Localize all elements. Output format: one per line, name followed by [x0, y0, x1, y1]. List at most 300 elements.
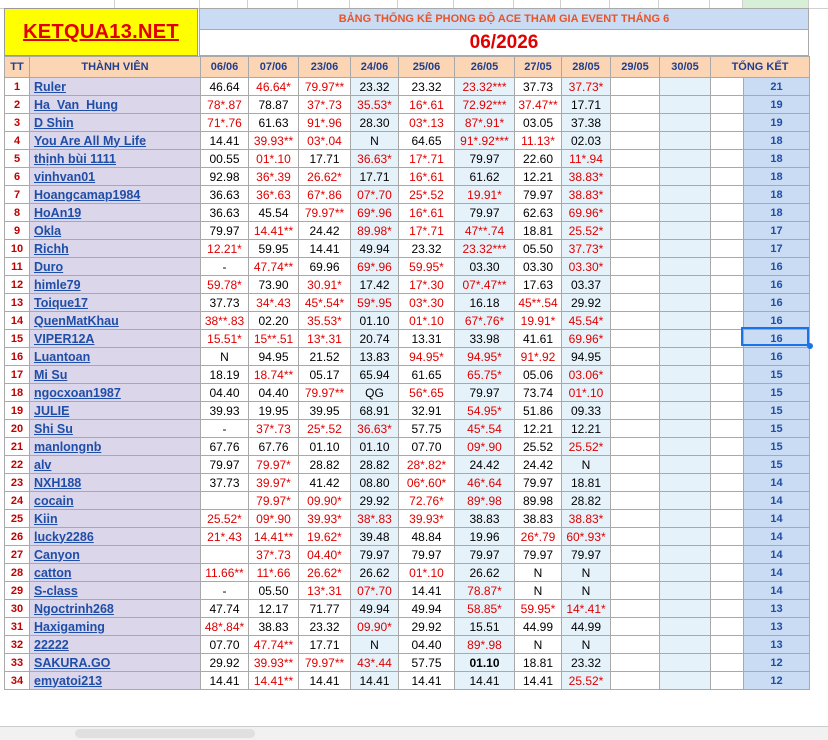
score-cell[interactable] — [611, 186, 660, 204]
row-number[interactable]: 14 — [5, 312, 30, 330]
score-cell[interactable]: 91*.96 — [299, 114, 351, 132]
score-cell[interactable]: 65.75* — [455, 366, 515, 384]
score-cell[interactable]: 45*.54* — [299, 294, 351, 312]
score-cell[interactable]: 25.52* — [562, 672, 611, 690]
member-link[interactable]: cocain — [34, 493, 74, 508]
member-link[interactable]: S-class — [34, 583, 78, 598]
score-cell[interactable]: 36*.63 — [249, 186, 299, 204]
score-cell[interactable]: 11.13* — [515, 132, 562, 150]
score-cell[interactable]: 38.83 — [455, 510, 515, 528]
score-cell[interactable]: 07*.70 — [351, 582, 399, 600]
member-cell[interactable] — [30, 294, 201, 312]
total-cell[interactable]: 15 — [744, 402, 810, 420]
score-cell[interactable]: 69.96* — [562, 204, 611, 222]
scrollbar-thumb[interactable] — [75, 729, 255, 738]
member-link[interactable]: QuenMatKhau — [34, 313, 119, 328]
score-cell[interactable]: 79.97 — [515, 546, 562, 564]
empty-cell[interactable] — [711, 204, 744, 222]
total-cell[interactable]: 18 — [744, 168, 810, 186]
score-cell[interactable]: 22.60 — [515, 150, 562, 168]
empty-cell[interactable] — [711, 258, 744, 276]
total-cell[interactable]: 16 — [744, 330, 810, 348]
score-cell[interactable]: 23.32*** — [455, 240, 515, 258]
score-cell[interactable]: 39.93** — [249, 132, 299, 150]
score-cell[interactable]: N — [351, 636, 399, 654]
score-cell[interactable]: 67*.86 — [299, 186, 351, 204]
total-cell[interactable]: 15 — [744, 456, 810, 474]
total-cell[interactable]: 12 — [744, 654, 810, 672]
member-link[interactable]: Toique17 — [34, 295, 88, 310]
score-cell[interactable] — [660, 528, 711, 546]
header-date[interactable]: 26/05 — [455, 57, 515, 78]
score-cell[interactable]: 79.97 — [455, 150, 515, 168]
total-cell[interactable]: 18 — [744, 132, 810, 150]
score-cell[interactable]: 72.76* — [399, 492, 455, 510]
score-cell[interactable]: 78*.87 — [201, 96, 249, 114]
member-cell[interactable] — [30, 618, 201, 636]
score-cell[interactable]: 51.86 — [515, 402, 562, 420]
score-cell[interactable]: 12.21* — [201, 240, 249, 258]
score-cell[interactable]: 05.06 — [515, 366, 562, 384]
row-number[interactable]: 18 — [5, 384, 30, 402]
member-cell[interactable] — [30, 546, 201, 564]
row-number[interactable]: 27 — [5, 546, 30, 564]
score-cell[interactable]: 19.62* — [299, 528, 351, 546]
member-cell[interactable] — [30, 96, 201, 114]
score-cell[interactable]: 49.94 — [351, 240, 399, 258]
score-cell[interactable]: 14.41 — [399, 672, 455, 690]
score-cell[interactable]: 91*.92 — [515, 348, 562, 366]
score-cell[interactable]: 29.92 — [351, 492, 399, 510]
score-cell[interactable]: 79.97 — [455, 204, 515, 222]
total-cell[interactable]: 16 — [744, 312, 810, 330]
score-cell[interactable] — [660, 402, 711, 420]
score-cell[interactable]: N — [562, 582, 611, 600]
member-link[interactable]: Haxigaming — [34, 619, 105, 634]
member-cell[interactable] — [30, 312, 201, 330]
score-cell[interactable]: 14.41** — [249, 528, 299, 546]
score-cell[interactable]: 12.21 — [515, 168, 562, 186]
score-cell[interactable] — [611, 330, 660, 348]
score-cell[interactable]: 12.17 — [249, 600, 299, 618]
empty-cell[interactable] — [711, 348, 744, 366]
score-cell[interactable]: 17.63 — [515, 276, 562, 294]
row-number[interactable]: 11 — [5, 258, 30, 276]
row-number[interactable]: 21 — [5, 438, 30, 456]
member-link[interactable]: Okla — [34, 223, 62, 238]
member-link[interactable]: SAKURA.GO — [34, 655, 111, 670]
member-cell[interactable] — [30, 456, 201, 474]
score-cell[interactable]: 35.53* — [299, 312, 351, 330]
score-cell[interactable]: 89*.98 — [455, 636, 515, 654]
score-cell[interactable]: 62.63 — [515, 204, 562, 222]
score-cell[interactable] — [611, 528, 660, 546]
score-cell[interactable] — [611, 582, 660, 600]
score-cell[interactable] — [660, 546, 711, 564]
score-cell[interactable]: 25.52* — [562, 222, 611, 240]
score-cell[interactable]: 89.98 — [515, 492, 562, 510]
score-cell[interactable]: 89*.98 — [455, 492, 515, 510]
empty-cell[interactable] — [711, 150, 744, 168]
member-cell[interactable] — [30, 114, 201, 132]
row-number[interactable]: 20 — [5, 420, 30, 438]
score-cell[interactable]: 28.82 — [562, 492, 611, 510]
score-cell[interactable]: 57.75 — [399, 654, 455, 672]
score-cell[interactable] — [611, 78, 660, 96]
score-cell[interactable]: 79.97 — [515, 186, 562, 204]
score-cell[interactable]: 17.71 — [299, 636, 351, 654]
score-cell[interactable]: 23.32 — [299, 618, 351, 636]
score-cell[interactable]: 67*.76* — [455, 312, 515, 330]
score-cell[interactable]: 37.73 — [515, 78, 562, 96]
score-cell[interactable]: 24.42 — [455, 456, 515, 474]
score-cell[interactable]: 37*.73 — [249, 420, 299, 438]
empty-cell[interactable] — [711, 528, 744, 546]
score-cell[interactable]: N — [515, 636, 562, 654]
score-cell[interactable]: 26.62* — [299, 564, 351, 582]
score-cell[interactable]: 09*.90 — [249, 510, 299, 528]
score-cell[interactable]: 13.31 — [399, 330, 455, 348]
score-cell[interactable] — [611, 96, 660, 114]
score-cell[interactable]: 37.73* — [562, 78, 611, 96]
score-cell[interactable]: 45*.54 — [455, 420, 515, 438]
score-cell[interactable]: 23.32*** — [455, 78, 515, 96]
score-cell[interactable]: 16*.61 — [399, 168, 455, 186]
score-cell[interactable] — [660, 384, 711, 402]
score-cell[interactable] — [611, 258, 660, 276]
score-cell[interactable]: 18.81 — [515, 222, 562, 240]
score-cell[interactable]: 13*.31 — [299, 582, 351, 600]
score-cell[interactable]: 94.95 — [562, 348, 611, 366]
score-cell[interactable]: 79.97 — [201, 456, 249, 474]
score-cell[interactable] — [611, 672, 660, 690]
score-cell[interactable]: 01.10 — [351, 438, 399, 456]
score-cell[interactable] — [660, 492, 711, 510]
score-cell[interactable]: 07.70 — [201, 636, 249, 654]
score-cell[interactable]: 37.73 — [201, 294, 249, 312]
score-cell[interactable]: 30.91* — [299, 276, 351, 294]
score-cell[interactable] — [660, 186, 711, 204]
member-cell[interactable] — [30, 474, 201, 492]
empty-cell[interactable] — [711, 636, 744, 654]
member-link[interactable]: VIPER12A — [34, 331, 95, 346]
score-cell[interactable]: 47**.74 — [455, 222, 515, 240]
score-cell[interactable] — [611, 456, 660, 474]
row-number[interactable]: 34 — [5, 672, 30, 690]
member-cell[interactable] — [30, 330, 201, 348]
score-cell[interactable]: - — [201, 420, 249, 438]
empty-cell[interactable] — [711, 456, 744, 474]
score-cell[interactable]: 07*.70 — [351, 186, 399, 204]
member-cell[interactable] — [30, 168, 201, 186]
total-cell[interactable]: 19 — [744, 114, 810, 132]
member-link[interactable]: NXH188 — [34, 475, 82, 490]
score-cell[interactable] — [660, 438, 711, 456]
score-cell[interactable] — [611, 114, 660, 132]
score-cell[interactable]: 19.95 — [249, 402, 299, 420]
score-cell[interactable]: 38.83* — [562, 168, 611, 186]
row-number[interactable]: 24 — [5, 492, 30, 510]
score-cell[interactable]: 94.95 — [249, 348, 299, 366]
score-cell[interactable]: 28*.82* — [399, 456, 455, 474]
score-cell[interactable]: 79.97** — [299, 654, 351, 672]
empty-cell[interactable] — [711, 168, 744, 186]
score-cell[interactable]: 38.83 — [515, 510, 562, 528]
empty-cell[interactable] — [711, 330, 744, 348]
score-cell[interactable]: 79.97** — [299, 204, 351, 222]
score-cell[interactable]: 00.55 — [201, 150, 249, 168]
score-cell[interactable] — [660, 78, 711, 96]
score-cell[interactable]: 28.30 — [351, 114, 399, 132]
row-number[interactable]: 17 — [5, 366, 30, 384]
score-cell[interactable] — [611, 150, 660, 168]
empty-cell[interactable] — [711, 564, 744, 582]
total-cell[interactable]: 13 — [744, 618, 810, 636]
score-cell[interactable] — [611, 438, 660, 456]
total-cell[interactable]: 17 — [744, 222, 810, 240]
score-cell[interactable]: 18.19 — [201, 366, 249, 384]
score-cell[interactable]: N — [515, 582, 562, 600]
empty-cell[interactable] — [711, 474, 744, 492]
score-cell[interactable]: 19.91* — [515, 312, 562, 330]
score-cell[interactable] — [660, 618, 711, 636]
score-cell[interactable]: 24.42 — [515, 456, 562, 474]
header-date[interactable]: 25/06 — [399, 57, 455, 78]
score-cell[interactable]: QG — [351, 384, 399, 402]
member-link[interactable]: lucky2286 — [34, 529, 94, 544]
score-cell[interactable]: 01.10 — [299, 438, 351, 456]
score-cell[interactable]: 16*.61 — [399, 96, 455, 114]
total-cell[interactable]: 13 — [744, 600, 810, 618]
score-cell[interactable] — [611, 132, 660, 150]
total-cell[interactable]: 14 — [744, 546, 810, 564]
score-cell[interactable]: 11*.66 — [249, 564, 299, 582]
score-cell[interactable] — [660, 258, 711, 276]
total-cell[interactable]: 12 — [744, 672, 810, 690]
total-cell[interactable]: 14 — [744, 474, 810, 492]
score-cell[interactable]: 92.98 — [201, 168, 249, 186]
score-cell[interactable]: 37.73* — [562, 240, 611, 258]
score-cell[interactable]: 37.73 — [201, 474, 249, 492]
member-link[interactable]: alv — [34, 457, 52, 472]
score-cell[interactable]: 38.83 — [249, 618, 299, 636]
score-cell[interactable]: 12.21 — [515, 420, 562, 438]
header-member[interactable]: THÀNH VIÊN — [30, 57, 201, 78]
member-link[interactable]: Hoangcamap1984 — [34, 187, 141, 202]
empty-cell[interactable] — [711, 492, 744, 510]
member-cell[interactable] — [30, 186, 201, 204]
score-cell[interactable]: 01*.10 — [399, 564, 455, 582]
empty-cell[interactable] — [711, 366, 744, 384]
member-link[interactable]: Ha_Van_Hung — [34, 97, 119, 112]
member-cell[interactable] — [30, 348, 201, 366]
horizontal-scrollbar[interactable] — [0, 726, 828, 740]
score-cell[interactable]: 79.97 — [562, 546, 611, 564]
score-cell[interactable] — [611, 312, 660, 330]
row-number[interactable]: 4 — [5, 132, 30, 150]
score-cell[interactable]: N — [515, 564, 562, 582]
member-link[interactable]: Ngoctrinh268 — [34, 601, 114, 616]
empty-cell[interactable] — [711, 132, 744, 150]
score-cell[interactable]: - — [201, 258, 249, 276]
score-cell[interactable] — [660, 240, 711, 258]
member-cell[interactable] — [30, 384, 201, 402]
member-cell[interactable] — [30, 258, 201, 276]
score-cell[interactable]: N — [201, 348, 249, 366]
score-cell[interactable]: 07*.47** — [455, 276, 515, 294]
score-cell[interactable]: 03.37 — [562, 276, 611, 294]
score-cell[interactable]: 36.63 — [201, 204, 249, 222]
score-cell[interactable] — [660, 672, 711, 690]
score-cell[interactable]: 08.80 — [351, 474, 399, 492]
score-cell[interactable] — [201, 492, 249, 510]
score-cell[interactable]: 14.41 — [399, 582, 455, 600]
member-link[interactable]: Richh — [34, 241, 69, 256]
score-cell[interactable]: 56*.65 — [399, 384, 455, 402]
member-cell[interactable] — [30, 654, 201, 672]
empty-cell[interactable] — [711, 384, 744, 402]
row-number[interactable]: 1 — [5, 78, 30, 96]
member-cell[interactable] — [30, 402, 201, 420]
score-cell[interactable]: 38*.83 — [351, 510, 399, 528]
header-date[interactable]: 29/05 — [611, 57, 660, 78]
header-date[interactable]: 24/06 — [351, 57, 399, 78]
score-cell[interactable]: 15.51* — [201, 330, 249, 348]
score-cell[interactable]: 79.97 — [351, 546, 399, 564]
total-cell[interactable]: 15 — [744, 384, 810, 402]
total-cell[interactable]: 14 — [744, 510, 810, 528]
score-cell[interactable] — [611, 474, 660, 492]
score-cell[interactable] — [611, 276, 660, 294]
score-cell[interactable]: 39.95 — [299, 402, 351, 420]
score-cell[interactable] — [660, 366, 711, 384]
header-tt[interactable]: TT — [5, 57, 30, 78]
score-cell[interactable]: 37.38 — [562, 114, 611, 132]
row-number[interactable]: 26 — [5, 528, 30, 546]
empty-cell[interactable] — [711, 438, 744, 456]
header-date[interactable]: 07/06 — [249, 57, 299, 78]
score-cell[interactable]: 01*.10 — [562, 384, 611, 402]
score-cell[interactable]: 79.97** — [299, 78, 351, 96]
total-cell[interactable]: 13 — [744, 636, 810, 654]
score-cell[interactable]: 79.97* — [249, 492, 299, 510]
member-cell[interactable] — [30, 438, 201, 456]
score-cell[interactable]: 19.91* — [455, 186, 515, 204]
row-number[interactable]: 33 — [5, 654, 30, 672]
score-cell[interactable] — [611, 600, 660, 618]
header-total[interactable]: TỔNG KẾT — [711, 57, 810, 78]
row-number[interactable]: 5 — [5, 150, 30, 168]
score-cell[interactable] — [660, 312, 711, 330]
score-cell[interactable]: 01.10 — [351, 312, 399, 330]
score-cell[interactable]: 69*.96 — [351, 258, 399, 276]
score-cell[interactable] — [611, 384, 660, 402]
score-cell[interactable]: 79.97 — [201, 222, 249, 240]
score-cell[interactable]: 18.81 — [562, 474, 611, 492]
site-logo-text[interactable]: KETQUA13.NET — [23, 20, 179, 43]
score-cell[interactable]: 46.64* — [249, 78, 299, 96]
header-date[interactable]: 30/05 — [660, 57, 711, 78]
score-cell[interactable]: 59.95* — [399, 258, 455, 276]
score-cell[interactable]: - — [201, 582, 249, 600]
score-cell[interactable]: 39.48 — [351, 528, 399, 546]
score-cell[interactable] — [611, 204, 660, 222]
member-cell[interactable] — [30, 78, 201, 96]
score-cell[interactable]: 29.92 — [399, 618, 455, 636]
score-cell[interactable] — [611, 366, 660, 384]
score-cell[interactable]: 36.63* — [351, 420, 399, 438]
member-link[interactable]: ngocxoan1987 — [34, 385, 121, 400]
row-number[interactable]: 9 — [5, 222, 30, 240]
header-date[interactable]: 23/06 — [299, 57, 351, 78]
score-cell[interactable]: 04.40 — [399, 636, 455, 654]
score-cell[interactable]: 71.77 — [299, 600, 351, 618]
score-cell[interactable]: 11*.94 — [562, 150, 611, 168]
score-cell[interactable]: 14.41 — [455, 672, 515, 690]
row-number[interactable]: 6 — [5, 168, 30, 186]
member-cell[interactable] — [30, 240, 201, 258]
row-number[interactable]: 8 — [5, 204, 30, 222]
score-cell[interactable]: 78.87* — [455, 582, 515, 600]
row-number[interactable]: 7 — [5, 186, 30, 204]
score-cell[interactable]: 25.52 — [515, 438, 562, 456]
score-cell[interactable]: 29.92 — [201, 654, 249, 672]
member-cell[interactable] — [30, 276, 201, 294]
score-cell[interactable]: 94.95* — [455, 348, 515, 366]
row-number[interactable]: 23 — [5, 474, 30, 492]
site-logo[interactable] — [4, 8, 198, 56]
member-link[interactable]: vinhvan01 — [34, 169, 96, 184]
score-cell[interactable]: 65.94 — [351, 366, 399, 384]
score-cell[interactable]: 49.94 — [351, 600, 399, 618]
score-cell[interactable] — [611, 546, 660, 564]
score-cell[interactable]: 47.74** — [249, 258, 299, 276]
score-cell[interactable]: 14.41 — [515, 672, 562, 690]
score-cell[interactable]: 87*.91* — [455, 114, 515, 132]
total-cell[interactable]: 14 — [744, 582, 810, 600]
score-cell[interactable]: 32.91 — [399, 402, 455, 420]
score-cell[interactable]: 03.30 — [455, 258, 515, 276]
score-cell[interactable]: 33.98 — [455, 330, 515, 348]
score-cell[interactable]: 06*.60* — [399, 474, 455, 492]
score-cell[interactable]: 59.78* — [201, 276, 249, 294]
score-cell[interactable]: 14.41 — [351, 672, 399, 690]
score-cell[interactable]: 57.75 — [399, 420, 455, 438]
score-cell[interactable]: 69.96 — [299, 258, 351, 276]
score-cell[interactable]: 61.63 — [249, 114, 299, 132]
total-cell[interactable]: 16 — [744, 258, 810, 276]
row-number[interactable]: 32 — [5, 636, 30, 654]
member-link[interactable]: Luantoan — [34, 349, 91, 364]
header-date[interactable]: 06/06 — [201, 57, 249, 78]
total-cell[interactable]: 19 — [744, 96, 810, 114]
score-cell[interactable]: 26*.79 — [515, 528, 562, 546]
member-link[interactable]: Canyon — [34, 547, 80, 562]
row-number[interactable]: 25 — [5, 510, 30, 528]
score-cell[interactable]: 78.87 — [249, 96, 299, 114]
score-cell[interactable]: 59.95 — [249, 240, 299, 258]
score-cell[interactable]: 36.63* — [351, 150, 399, 168]
score-cell[interactable]: 39.93* — [299, 510, 351, 528]
score-cell[interactable]: 59*.95 — [351, 294, 399, 312]
empty-cell[interactable] — [711, 654, 744, 672]
score-cell[interactable] — [611, 510, 660, 528]
score-cell[interactable]: 02.03 — [562, 132, 611, 150]
score-cell[interactable] — [660, 348, 711, 366]
member-cell[interactable] — [30, 492, 201, 510]
score-cell[interactable] — [611, 492, 660, 510]
empty-cell[interactable] — [711, 312, 744, 330]
